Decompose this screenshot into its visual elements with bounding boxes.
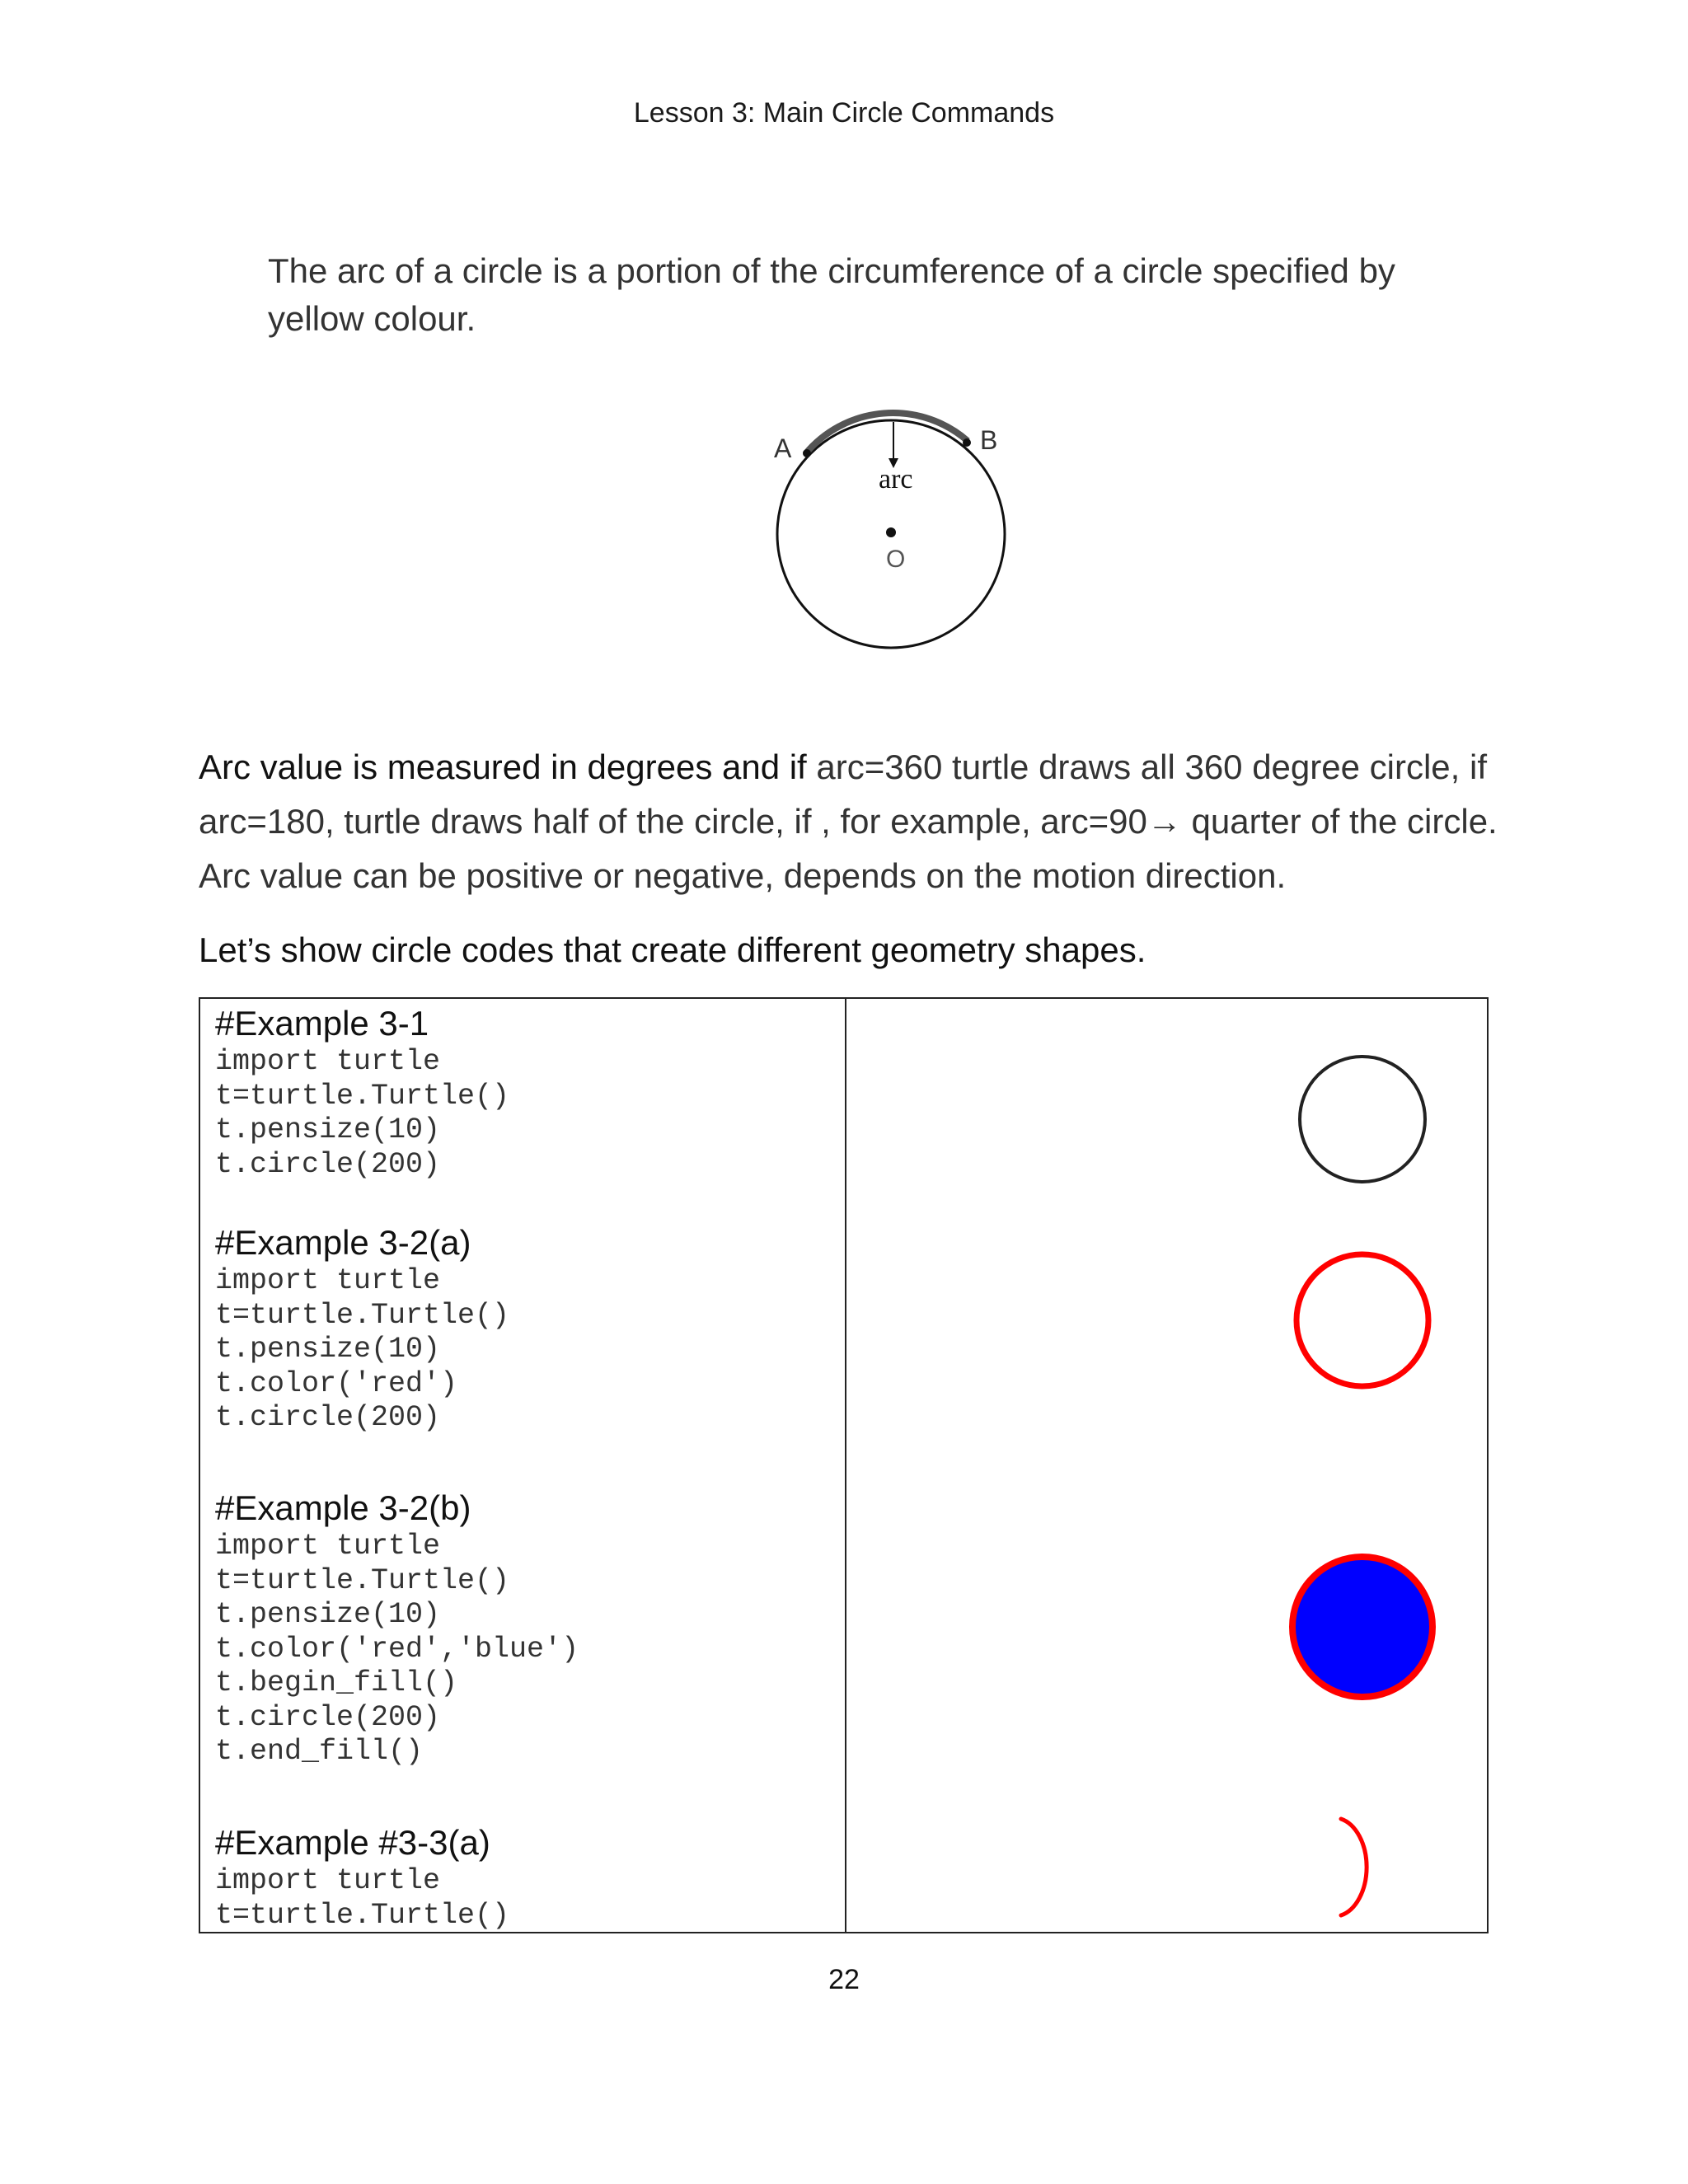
label-a: A xyxy=(774,434,792,463)
code-line: t.pensize(10) xyxy=(215,1333,441,1366)
arc-explanation-lead: Arc value is measured in degrees and if xyxy=(199,748,817,786)
label-center-o: O xyxy=(886,546,906,573)
intro-paragraph: The arc of a circle is a portion of the circumference of a circle specified by yellow colour. xyxy=(268,251,1395,338)
code-line: t.color('red') xyxy=(215,1366,458,1400)
code-line: t=turtle.Turtle() xyxy=(215,1563,510,1597)
point-a-dot xyxy=(803,449,811,457)
page-number: 22 xyxy=(828,1964,860,1995)
page-header-title: Lesson 3: Main Circle Commands xyxy=(633,97,1055,129)
arc-explanation-rest: arc=360 turtle draws all 360 degree circle, if arc=180, turtle draws half of the circle, if , for example, arc=90→ quarter of the circle. Arc value can be positive or negative, depends on the motion direction. xyxy=(199,748,1498,895)
label-b: B xyxy=(980,425,998,455)
example-1-output-circle xyxy=(1300,1057,1425,1182)
code-line: t=turtle.Turtle() xyxy=(215,1079,510,1113)
example-title: #Example 3-2(b) xyxy=(215,1488,471,1527)
code-line: t.circle(200) xyxy=(215,1401,441,1434)
code-line: t=turtle.Turtle() xyxy=(215,1298,510,1332)
code-line: import turtle xyxy=(215,1045,441,1078)
example-block xyxy=(215,1221,825,1436)
code-line: import turtle xyxy=(215,1530,441,1563)
code-line: t.color('red','blue') xyxy=(215,1632,579,1666)
examples-table xyxy=(199,997,1489,1933)
code-line: t.end_fill() xyxy=(215,1735,424,1768)
point-b-dot xyxy=(963,438,971,447)
example-title: #Example 3-1 xyxy=(215,1004,429,1043)
code-line: t.begin_fill() xyxy=(215,1666,458,1699)
example-block xyxy=(215,1487,825,1769)
example-title: #Example #3-3(a) xyxy=(215,1823,490,1862)
code-line: t.circle(200) xyxy=(215,1700,441,1734)
code-line: t=turtle.Turtle() xyxy=(215,1898,510,1932)
code-line: t.circle(200) xyxy=(215,1147,441,1181)
show-codes-paragraph: Let’s show circle codes that create different geometry shapes. xyxy=(199,930,1146,969)
example-title: #Example 3-2(a) xyxy=(215,1223,471,1262)
example-output-panel xyxy=(846,999,1487,1932)
code-line: t.pensize(10) xyxy=(215,1598,441,1631)
example-3a-output-arc xyxy=(1341,1819,1367,1915)
code-line: import turtle xyxy=(215,1864,441,1897)
code-line: import turtle xyxy=(215,1264,441,1297)
label-arc: arc xyxy=(879,464,913,494)
arc-diagram xyxy=(742,404,1022,668)
arc-explanation-paragraph xyxy=(199,740,1501,903)
center-dot xyxy=(886,527,896,537)
example-block xyxy=(215,1821,825,1933)
code-line: t.pensize(10) xyxy=(215,1113,441,1146)
example-2b-output-circle xyxy=(1292,1557,1432,1697)
example-2a-output-circle xyxy=(1296,1254,1428,1386)
example-block xyxy=(215,1002,825,1182)
